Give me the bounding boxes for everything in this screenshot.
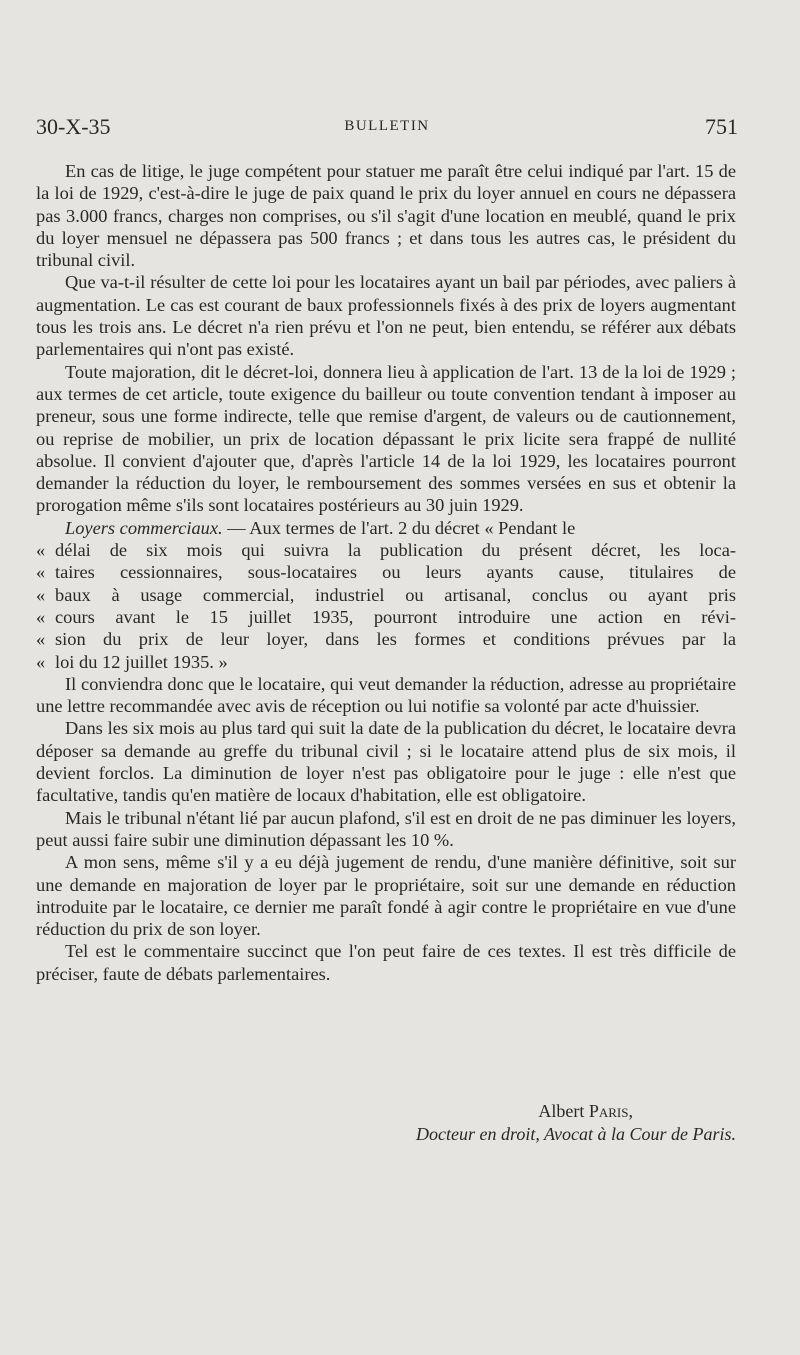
paragraph-deadline: Dans les six mois au plus tard qui suit la date de la publication du décret, le locataire devra déposer sa demande au greffe du tribunal civil ; si le locataire attend plus de six mois, il devient forclos. La diminution de loyer n'est pas obligatoire pour le juge : elle n'est que facultative, tandis qu'en matière de locaux d'habitation, elle est obligatoire.: [36, 718, 736, 806]
quote-line: « baux à usage commercial, industriel ou artisanal, conclus ou ayant pris: [36, 584, 736, 605]
paragraph-tiered-leases: Que va-t-il résulter de cette loi pour les locataires ayant un bail par périodes, avec paliers à augmentation. Le cas est courant de baux professionnels fixés à des prix de loyers augmentant tous les trois ans. Le décret n'a rien prévu et l'on ne peut, bien entendu, se référer aux débats parlementaires qui n'ont pas existé.: [36, 272, 736, 360]
quote-line: « sion du prix de leur loyer, dans les formes et conditions prévues par la: [36, 629, 736, 650]
signature-block: [36, 1100, 736, 1146]
quote-line: « délai de six mois qui suivra la publication du présent décret, les loca-: [36, 540, 736, 561]
decree-quote: [36, 539, 736, 673]
paragraph-notice: Il conviendra donc que le locataire, qui veut demander la réduction, adresse au propriétaire une lettre recommandée avec avis de réception ou lui notifie sa volonté par acte d'huissier.: [36, 673, 736, 717]
page-header: [36, 114, 738, 144]
paragraph-increase: Toute majoration, dit le décret-loi, donnera lieu à application de l'art. 13 de la loi de 1929 ; aux termes de cet article, toute exigence du bailleur ou toute convention tendant à imposer au preneur, sous une forme indirecte, telle que remise d'argent, de valeurs ou de cautionnement, ou reprise de mobilier, un prix de location dépassant le prix licite sera frappé de nullité absolue. Il convient d'ajouter que, d'après l'article 14 de la loi 1929, les locataires pourront demander la réduction du loyer, le remboursement des sommes versées en sus et obtenir la prorogation même s'ils sont locataires postérieurs au 30 juin 1929.: [36, 361, 736, 516]
author-title: Docteur en droit, Avocat à la Cour de Paris.: [416, 1124, 736, 1144]
paragraph-opinion: A mon sens, même s'il y a eu déjà jugement de rendu, d'une manière définitive, soit sur une demande en majoration de loyer par le propriétaire, soit sur une demande en réduction introduite par le locataire, ce dernier me paraît fondé à agir contre le propriétaire en vue d'une réduction du prix de son loyer.: [36, 852, 736, 940]
paragraph-commercial: [36, 517, 736, 539]
paragraph-ceiling: Mais le tribunal n'étant lié par aucun plafond, s'il est en droit de ne pas diminuer les loyers, peut aussi faire subir une diminution dépassant les 10 %.: [36, 807, 736, 850]
quote-line: « cours avant le 15 juillet 1935, pourront introduire une action en révi-: [36, 606, 736, 627]
page-number: 751: [705, 114, 738, 139]
section-heading-commercial: Loyers commerciaux.: [65, 517, 223, 538]
article-body: [36, 160, 736, 985]
header-title: BULLETIN: [344, 118, 430, 134]
header-date: 30-X-35: [36, 114, 111, 139]
commercial-intro: — Aux termes de l'art. 2 du décret « Pendant le: [222, 517, 576, 538]
paragraph-jurisdiction: En cas de litige, le juge compétent pour statuer me paraît être celui indiqué par l'art. 15 de la loi de 1929, c'est-à-dire le juge de paix quand le prix du loyer annuel en cours ne dépassera pas 3.000 francs, charges non comprises, ou s'il s'agit d'une location en meublé, quand le prix du loyer mensuel ne dépassera pas 500 francs ; et dans tous les autres cas, le président du tribunal civil.: [36, 161, 736, 271]
paragraph-conclusion: Tel est le commentaire succinct que l'on peut faire de ces textes. Il est très difficile de préciser, faute de débats parlementaires.: [36, 941, 736, 984]
quote-line: « loi du 12 juillet 1935. »: [36, 651, 228, 672]
quote-line: « taires cessionnaires, sous-locataires ou leurs ayants cause, titulaires de: [36, 562, 736, 583]
author-name: Albert Paris,: [538, 1101, 633, 1121]
